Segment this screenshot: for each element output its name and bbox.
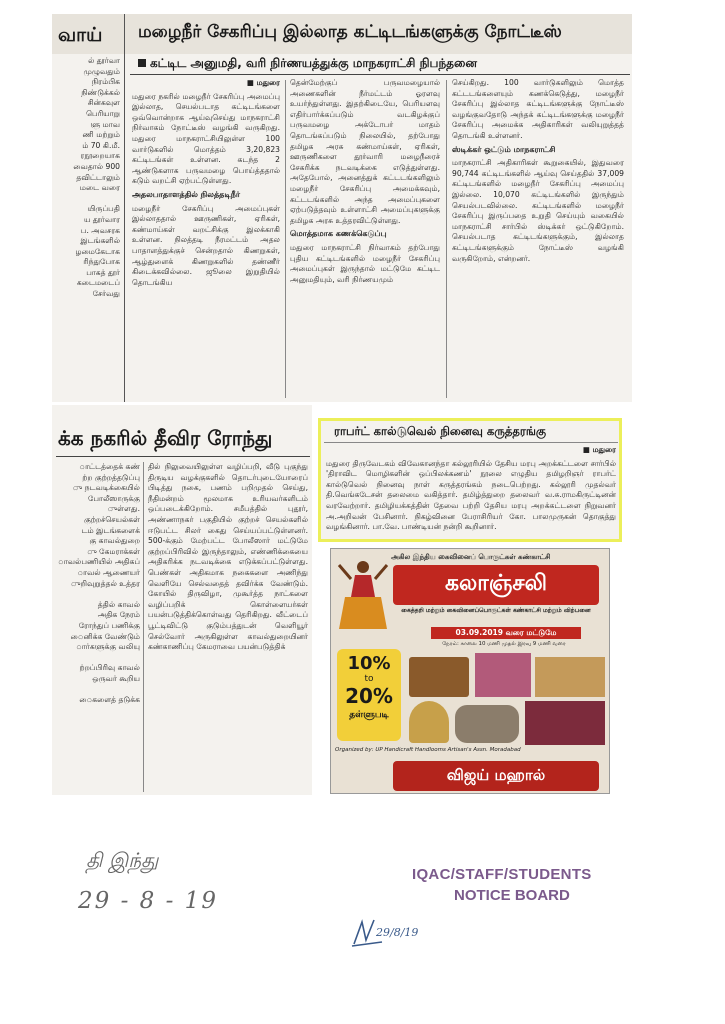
stamp-line-2: NOTICE BOARD xyxy=(454,887,570,904)
fragment-line: கு காவல்துறை xyxy=(89,536,140,546)
fragment-line: ாவல்பணியில் அதிகப் xyxy=(58,557,140,567)
paragraph: மதுரை திருவேடகம் விவேகானந்தா கல்லூரியில் தேசிய மரபு அறக்கட்டளை சார்பில் 'திராவிட மொழிகளின் ஒப்பிலக்கணம்' நூலை எழுதிய தமிழறிஞர் ராபர்ட் கால்டுவெல் நினைவு நாள் கருத்தரங்கம் நடைபெற்றது. கல்லூரி முதல்வர் தி.வெங்கடேசன் தலைமை வகித்தார். தமிழ்த்துறை தலைவர் வ.சு.ராமகிருட்டினன் வரவேற்றார். தமிழியக்கத்தின் தேவை பற்றி தேசிய மரபு அறக்கட்டளை நிறுவனர் அ.அறிவன் பேசினார். நிகழ்வினை பேராசிரியர் கோ. பாலமுருகன் தொகுத்து வழங்கினார். பா.வே. பாண்டியன் நன்றி கூறினார். xyxy=(326,458,616,532)
fragment-line: நிரம்பிக xyxy=(91,77,120,87)
fragment-line: ாட்டத்தைக் கண் xyxy=(79,462,140,471)
fragment-line: ணி மற்றும் xyxy=(82,130,120,140)
fragment-line: டம் இடங்களைக் xyxy=(81,525,140,535)
fragment-line: ரோந்துப் பணிக்கு xyxy=(78,620,140,630)
top-col-3 xyxy=(452,78,624,398)
ad-subtitle: கைத்தறி மற்றும் கைவினைப்பொருட்கள் கண்காட்சி மற்றும் விற்பனை xyxy=(401,607,591,614)
paragraph: மதுரை நகரில் மழைநீர் சேகரிப்பு அமைப்பு இல்லாத, செயல்படாத கட்டிடங்களை ஒவ்வொன்றாக ஆய்வுசெய்து மாநகராட்சி நிர்வாகம் நோட்டீஸ் வழங்கி வருகிறது. மதுரை மாநகராட்சியிலுள்ள 100 வார்டுகளில் மொத்தம் 3,20,823 கட்டிடங்கள் உள்ளன. கடந்த 2 ஆண்டுகளாக பருவமழை பொய்த்ததால் கடும் வறட்சி ஏற்பட்டுள்ளது. xyxy=(132,91,280,186)
section-subheading: மொத்தமாக கணக்கெடுப்பு xyxy=(290,229,387,239)
fragment-line: முழுவதும் xyxy=(83,66,120,76)
column-divider xyxy=(285,80,286,398)
dateline: ■ மதுரை xyxy=(246,78,280,87)
caldwell-headline: ராபர்ட் கால்டுவெல் நினைவு கருத்தரங்கு xyxy=(334,424,547,438)
ad-venue: விஜய் மஹால் xyxy=(446,766,546,784)
ad-dates: 03.09.2019 வரை மட்டுமே xyxy=(431,627,581,639)
top-col-2 xyxy=(290,78,440,398)
discount-max: 20% xyxy=(345,684,393,708)
fragment-line: ஒருவர் கூறிய xyxy=(92,673,140,683)
top-left-fragment xyxy=(58,56,120,396)
product-bags-image xyxy=(535,657,605,697)
discount-label: தள்ளுபடி xyxy=(349,710,389,720)
discount-badge xyxy=(337,649,401,741)
headline-divider xyxy=(56,456,310,457)
patrol-left-fragment xyxy=(58,462,140,792)
fragment-line xyxy=(58,653,140,664)
paragraph: செய்கிறது. 100 வார்டுகளிலும் மொத்த கட்டடங்களையும் கணக்கெடுத்து, மழைநீர் சேகரிப்பு இல்லாத கட்டிடங்களுக்கு நோட்டீஸ் வழங்குவதோடு அந்தக் கட்டிடங்களுக்கு மழைநீர் சேகரிப்பு அமைக்க அதிகாரிகள் வலியுறுத்தத் தொடங்கி உள்ளனர். xyxy=(452,78,624,140)
fragment-line: ார்களுக்கு வலியு xyxy=(76,642,140,652)
fragment-line: பெரியாறு xyxy=(86,108,120,118)
dancer-illustration xyxy=(337,557,389,633)
column-divider xyxy=(446,80,447,398)
patrol-headline: க்க நகரில் தீவிர ரோந்து xyxy=(58,426,273,450)
headline-cutoff-word: வாய் xyxy=(58,24,103,46)
dateline: ■ மதுரை xyxy=(582,445,616,454)
paragraph: மழைநீர் சேகரிப்பு அமைப்புகள் இல்லாததால் ஊருணிகள், ஏரிகள், கண்மாய்கள் வறட்சிக்கு இலக்காகி உள்ளன. நிலத்தடி நீரமட்டம் அதல பாதாளத்துக்குச் சென்றதால் கிணறுகள், ஆழ்துளைக் கிணறுகளில் தண்ணீர் கிடைக்கவில்லை. ஜூலை இறுதியில் தொடங்கிய xyxy=(132,203,280,287)
fragment-line: சின்கவுள xyxy=(87,98,120,108)
paragraph: தென்மேற்குப் பருவமழையால் அணைகளின் நீர்மட்டம் ஓரளவு உயர்ந்துள்ளது. இதற்கிடையே, பெரியளவு எதிர்பார்க்கப்படும் வடகிழக்குப் பருவமழை அக்டோபர் மாதம் தொடங்கப்படும் நிலையில், தற்போது தமிழக அரசு கண்மாய்கள், ஏரிகள், ஊருணிகளை தூர்வாரி மழைநீரைச் சேகரிக்க நடவடிக்கை எடுத்துள்ளது. அதேபோல், அனைத்துக் கட்டடங்களிலும் மழைநீர் சேகரிப்பு அமைக்கவும், கட்டடங்களில் அந்த அமைப்புகளை ஏற்படுத்தவும் உள்ளாட்சி அமைப்புகளுக்கு தமிழக அரசு உத்தரவிட்டுள்ளது. xyxy=(290,78,440,225)
paragraph: மதுரை மாநகராட்சி நிர்வாகம் தற்போது புதிய கட்டிடங்களில் மழைநீர் சேகரிப்பு அமைப்புகள் இருந்தால் மட்டுமே கட்டிட அனுமதியும், வரி நிர்ணயமும் xyxy=(290,242,440,284)
fragment-line xyxy=(58,194,120,205)
ad-top-line: அகில இந்திய கைவினைப் பொருட்கள் கண்காட்சி xyxy=(391,553,551,561)
stamp-line-1: IQAC/STAFF/STUDENTS xyxy=(412,866,592,883)
advertisement xyxy=(330,548,610,794)
fragment-line: ைனிக்க வேண்டும் xyxy=(70,631,140,641)
fragment-line: பாகத் தூர் xyxy=(86,267,120,277)
top-subhead-text: கட்டிட அனுமதி, வரி நிர்ணயத்துக்கு மாநகராட்சி நிபந்தனை xyxy=(150,56,477,70)
fragment-line: ைகளைத் தடுக்க xyxy=(79,695,140,705)
product-shawl-image xyxy=(475,653,531,697)
product-elephant-image xyxy=(455,705,519,743)
fragment-line: அதிக நேரம் xyxy=(97,610,140,620)
fragment-line: ரநூறையாக xyxy=(80,151,120,161)
fragment-line xyxy=(58,589,140,600)
fragment-line: ல் தூர்வா xyxy=(88,56,120,65)
fragment-line: ய தூர்வார xyxy=(83,214,120,224)
caldwell-body xyxy=(326,445,616,539)
discount-from: 10% xyxy=(347,653,391,674)
fragment-line: ுறிவுறுத்தல் உத்தர xyxy=(70,578,140,588)
section-subheading: அதலபாதாளத்தில் நிலத்தடிநீர் xyxy=(132,189,241,199)
fragment-line: ற்ற குற்றத்தடுப்பு xyxy=(82,472,140,482)
fragment-line: மடை வரை xyxy=(79,183,120,193)
section-subheading: ஸ்டிக்கர் ஒட்டும் மாநகராட்சி xyxy=(452,144,556,154)
top-subhead xyxy=(138,56,477,72)
subhead-divider xyxy=(130,74,630,75)
fragment-line xyxy=(58,684,140,695)
fragment-line: சேர்வது xyxy=(92,289,120,299)
fragment-line: யிருப்பதி xyxy=(87,204,120,214)
column-divider xyxy=(124,14,125,402)
fragment-line: இடங்களில் xyxy=(80,236,120,246)
product-furniture-image xyxy=(409,657,469,697)
ad-organizer: Organized by: UP Handicraft Handlooms Artisan's Assn. Moradabad xyxy=(335,747,521,753)
fragment-line: ு கேமராக்கள் xyxy=(87,546,140,556)
fragment-line: ுள்ளது. xyxy=(107,504,140,514)
fragment-line: த்தில் காவல் xyxy=(97,599,140,609)
fragment-line: ம் 70 கி.மீ. xyxy=(82,140,120,150)
ad-brand-banner xyxy=(393,565,599,605)
paragraph: மாநகராட்சி அதிகாரிகள் கூறுகையில், இதுவரை 90,744 கட்டிடங்களில் ஆய்வு செய்ததில் 37,009 கட்டிடங்களில் மழைநீர் சேகரிப்பு அமைப்பு இல்லை. 10,070 கட்டிடங்களில் இருந்தும் செயல்படவில்லை. கட்டிடங்களில் மழைநீர் சேகரிப்பு இருப்பதை உறுதி செய்யும் வகையில் மாநகராட்சி சார்பில் ஸ்டிக்கர் ஒட்டுகிறோம். செயல்படாத கட்டிடங்களுக்கும், இல்லாத கட்டிடங்களுக்கும் நோட்டீஸ் வழங்கி வருகிறோம், என்றனர். xyxy=(452,158,624,263)
fragment-line: குற்றச்செயல்கள் xyxy=(84,514,140,524)
patrol-col-1 xyxy=(148,462,308,792)
ad-timing: நேரம்: காலை 10 மணி முதல் இரவு 9 மணி வரை xyxy=(442,641,566,647)
top-headline: மழைநீர் சேகரிப்பு இல்லாத கட்டிடங்களுக்கு நோட்டீஸ் xyxy=(138,22,562,42)
fragment-line: போலீஸாருக்கு xyxy=(87,493,140,503)
discount-to: to xyxy=(364,674,374,684)
product-saree-image xyxy=(525,701,605,745)
top-col-1 xyxy=(132,78,280,398)
paragraph: தில் நிலுவையிலுள்ள வழிப்பறி, வீடு புகுந்து திருடிய வழக்குகளில் தொடர்புடையோரைப் பிடித்து நகை, பணம் பறிமுதல் செய்து, நீதிமன்றம் மூலமாக உரியவர்களிடம் ஒப்படைக்கிறோம். சமீபத்தில் புதூர், அண்ணாநகர் பகுதியில் குற்றச் செயல்களில் ஈடுபட்ட சிலர் கைது செய்யப்பட்டுள்ளனர். 500-க்கும் மேற்பட்ட போலீஸார் மட்டுமே குற்றப்பிரிவில் இருந்தாலும், எண்ணிக்கையை அதிகரிக்க நடவடிக்கை எடுக்கப்பட்டுள்ளது. பெண்கள் அதிகமாக நகைகளை அணிந்து வெளியே செல்வதைத் தவிர்க்க வேண்டும். கோயில் திருவிழா, முகூர்த்த நாட்களை வழிப்பறிக் கொள்ளையர்கள் பயன்படுத்திக்கொள்வது தெரிகிறது. வீட்டைப் பூட்டிவிட்டு குடும்பத்துடன் வெளியூர் செல்வோர் அருகிலுள்ள காவல்துறையினர் கண்காணிப்பு கேமராவை பயன்படுத்திக் xyxy=(148,462,308,652)
headline-divider xyxy=(324,442,618,443)
fragment-line: கடைமடைப் xyxy=(76,278,120,288)
column-divider xyxy=(143,462,144,792)
fragment-line: ளு மாவ xyxy=(90,119,120,129)
ad-brand: கலாஞ்சலி xyxy=(444,571,548,596)
fragment-line: தவிட்டாலும் xyxy=(76,172,120,182)
product-lamp-image xyxy=(409,701,449,743)
signature-date: 29/8/19 xyxy=(376,926,419,939)
fragment-line: ழமைகேடாக xyxy=(75,246,120,256)
handwritten-source-label: தி இந்து xyxy=(86,848,159,872)
fragment-line: ு நடவடிக்கையில் xyxy=(72,483,140,493)
fragment-line: ரிந்துபோக xyxy=(83,257,120,267)
ad-venue-banner xyxy=(393,761,599,791)
fragment-line: வைதால் 900 xyxy=(73,161,120,171)
fragment-line: நிண்டுக்கல் xyxy=(81,87,120,97)
fragment-line: ற்றப்பிரிவு காவல் xyxy=(79,663,140,673)
handwritten-date: 29 - 8 - 19 xyxy=(78,888,218,914)
fragment-line: ப. அவசரக xyxy=(80,225,120,235)
bullet-icon xyxy=(138,59,146,67)
fragment-line: ாவல் ஆணையர் xyxy=(77,567,140,577)
notice-board-stamp xyxy=(412,866,632,904)
